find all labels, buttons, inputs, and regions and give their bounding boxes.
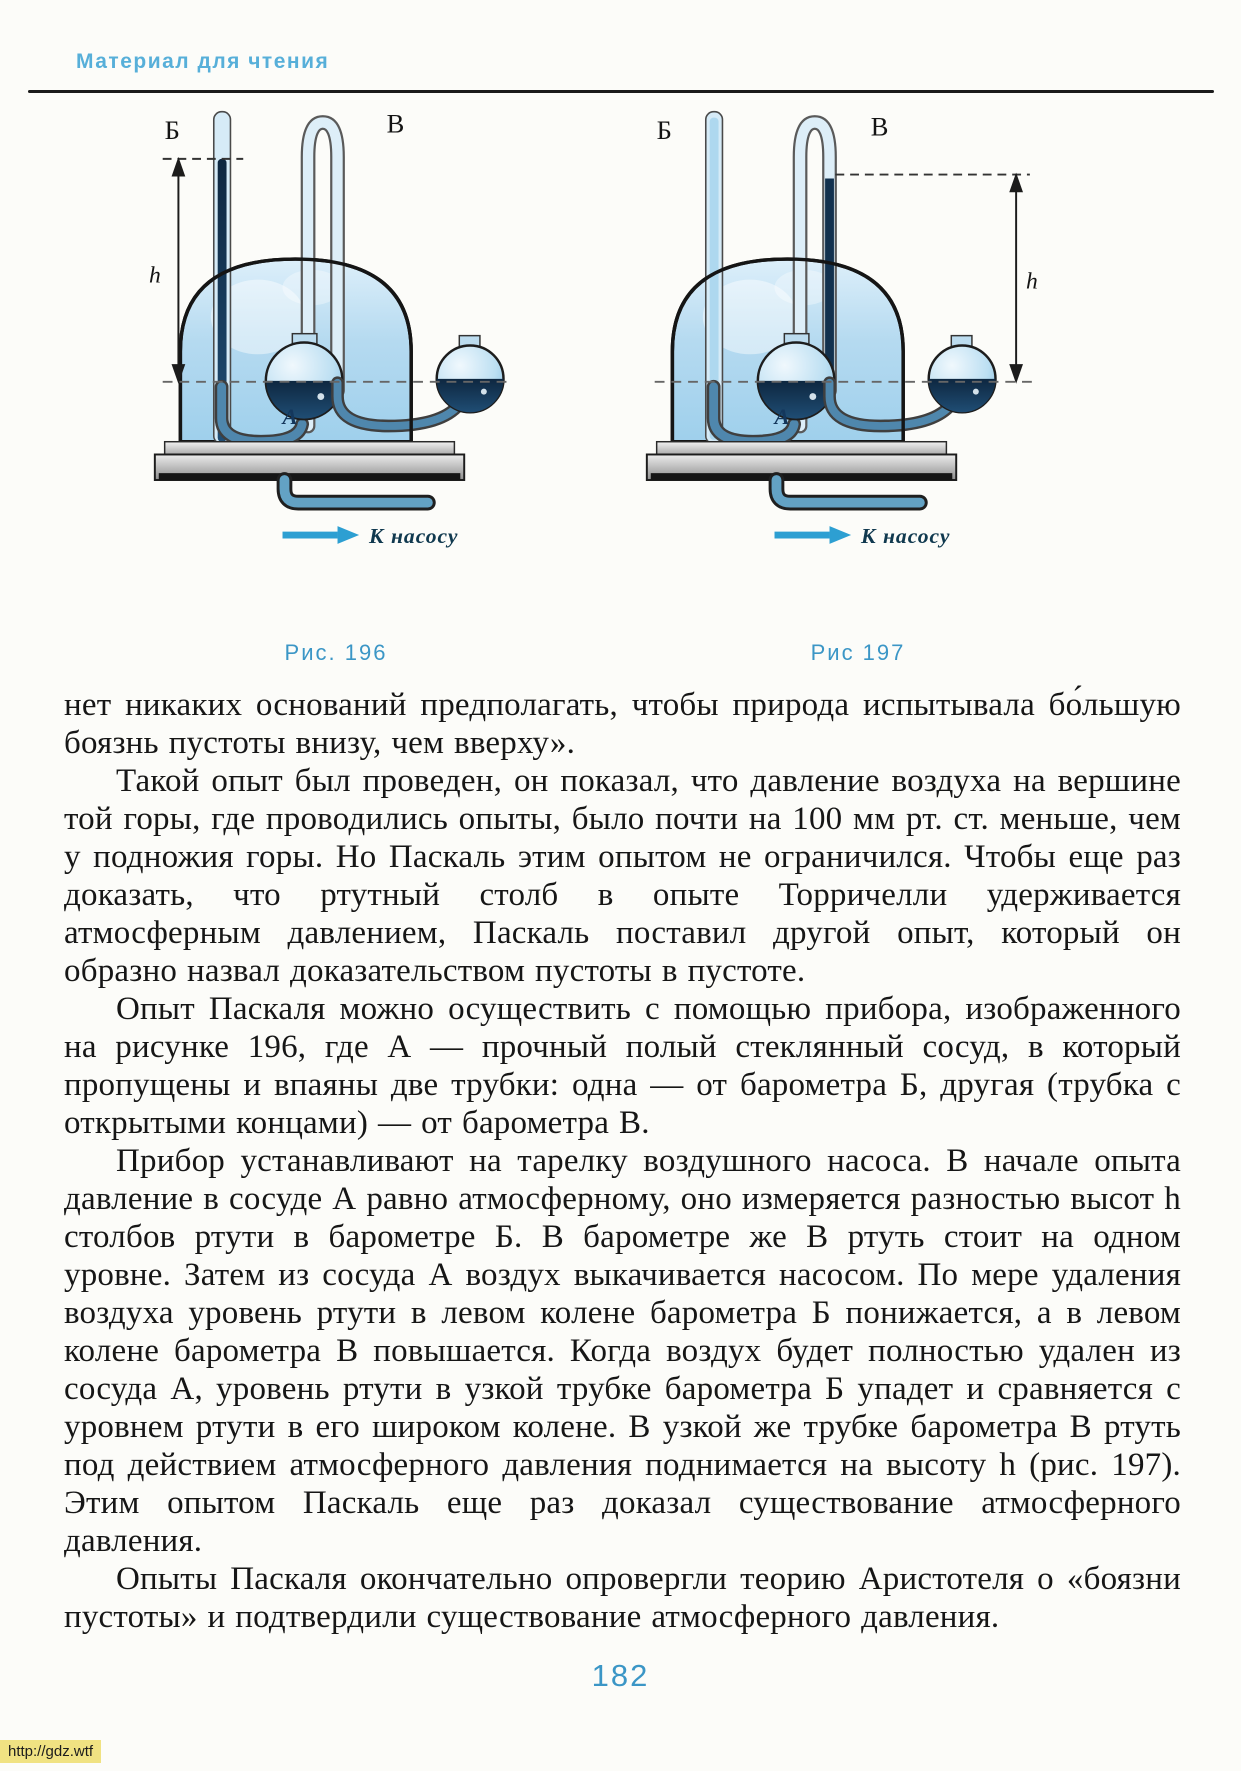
pump-arrow-head (338, 526, 360, 544)
pump-pipe (284, 480, 427, 503)
label-a: А (774, 404, 790, 430)
figures-row (126, 96, 1098, 666)
label-b: Б (656, 115, 672, 146)
h-arrow-head-down (1009, 364, 1023, 384)
label-v: В (870, 111, 889, 142)
figure-197-illustration (627, 96, 1089, 646)
page-number: 182 (591, 1658, 650, 1693)
paragraph-5: Опыты Паскаля окончательно опровергли теорию Аристотеля о «боязни пустоты» и подтвердили существование атмосферного давления. (64, 1561, 1181, 1635)
watermark: http://gdz.wtf (0, 1740, 101, 1763)
sphere-highlight (317, 393, 324, 400)
header-rule (28, 90, 1214, 93)
pump-label: К насосу (368, 523, 459, 548)
figure-196-illustration (135, 96, 597, 646)
page-header: Материал для чтения (76, 50, 330, 73)
label-h: h (1025, 268, 1038, 295)
figure-196 (126, 96, 606, 666)
paragraph-1: нет никаких оснований предполагать, чтобы природа испытывала бо́льшую боязнь пустоты внизу, чем вверху». (64, 687, 1181, 761)
pump-pipe (776, 480, 919, 503)
label-a: А (282, 404, 298, 430)
plate-lip (657, 442, 947, 455)
figure-197 (618, 96, 1098, 666)
pump-label: К насосу (860, 523, 951, 548)
paragraph-3: Опыт Паскаля можно осуществить с помощью прибора, изображенного на рисунке 196, где А — прочный полый стеклянный сосуд, в который пропущены и впаяны две трубки: одна — от барометра Б, другая (трубка с открытыми концами) — от барометра В. (64, 991, 1181, 1141)
label-h: h (148, 262, 161, 289)
outer-sphere-mercury (929, 379, 996, 412)
sphere-highlight (973, 389, 979, 395)
plate-lip (165, 442, 455, 455)
plate-shadow (159, 473, 461, 480)
figure-197-caption: Рис 197 (810, 640, 906, 665)
pump-arrow-head (830, 526, 852, 544)
plate-shadow (651, 473, 953, 480)
paragraph-2: Такой опыт был проведен, он показал, что давление воздуха на вершине той горы, где проводились опыты, было почти на 100 мм рт. ст. меньше, чем у подножия горы. Но Паскаль этим опытом не ограничился. Чтобы еще раз доказать, что ртутный столб в опыте Торричелли удерживается атмосферным давлением, Паскаль поставил другой опыт, который он образно назвал доказательством пустоты в пустоте. (64, 763, 1181, 989)
label-v: В (386, 108, 405, 139)
paragraph-4: Прибор устанавливают на тарелку воздушного насоса. В начале опыта давление в сосуде А равно атмосферному, оно измеряется разностью высот h столбов ртути в барометре Б. В барометре же В ртуть стоит на одном уровне. Затем из сосуда А воздух выкачивается насосом. По мере удаления воздуха уровень ртути в левом колене барометра Б понижается, а в левом колене барометра В повышается. Когда воздух будет полностью удален из сосуда А, уровень ртути в узкой трубке барометра Б упадет и сравняется с уровнем ртути в его широком колене. В узкой же трубке барометра В ртуть под действием атмосферного давления поднимается на высоту h (рис. 197). Этим опытом Паскаль еще раз доказал существование атмосферного давления. (64, 1143, 1181, 1559)
body-text (64, 686, 1181, 1636)
outer-sphere-mercury (437, 379, 504, 412)
label-b: Б (164, 115, 180, 146)
figure-196-caption: Рис. 196 (284, 640, 388, 665)
sphere-highlight (481, 389, 487, 395)
sphere-highlight (809, 393, 816, 400)
